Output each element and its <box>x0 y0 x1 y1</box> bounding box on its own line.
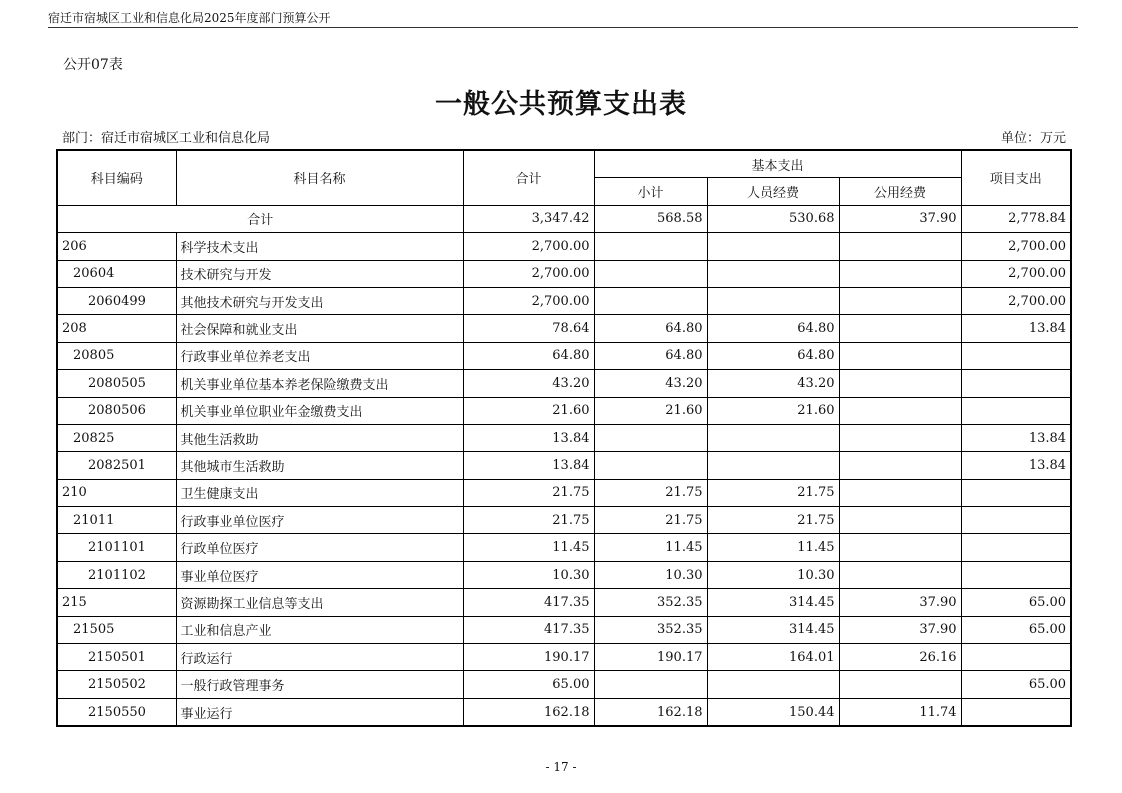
row-total: 64.80 <box>463 342 594 369</box>
row-total: 13.84 <box>463 452 594 479</box>
row-name: 工业和信息产业 <box>176 616 463 643</box>
row-subtotal: 21.60 <box>594 397 707 424</box>
row-project <box>961 370 1071 397</box>
row-code: 215 <box>57 589 176 616</box>
row-project <box>961 644 1071 671</box>
row-personnel: 43.20 <box>707 370 839 397</box>
row-subtotal: 43.20 <box>594 370 707 397</box>
row-public <box>839 233 961 260</box>
table-row <box>57 452 1071 479</box>
row-code: 2101101 <box>57 534 176 561</box>
total-row <box>57 205 1071 232</box>
row-subtotal <box>594 233 707 260</box>
row-personnel: 21.75 <box>707 479 839 506</box>
row-name: 科学技术支出 <box>176 233 463 260</box>
row-name: 行政事业单位养老支出 <box>176 342 463 369</box>
row-subtotal <box>594 260 707 287</box>
row-personnel: 314.45 <box>707 616 839 643</box>
row-code: 206 <box>57 233 176 260</box>
row-name: 社会保障和就业支出 <box>176 315 463 342</box>
row-public <box>839 342 961 369</box>
page-title: 一般公共预算支出表 <box>435 89 687 120</box>
row-personnel: 64.80 <box>707 315 839 342</box>
row-personnel <box>707 452 839 479</box>
row-name: 卫生健康支出 <box>176 479 463 506</box>
row-public <box>839 260 961 287</box>
row-project <box>961 479 1071 506</box>
row-name: 其他城市生活救助 <box>176 452 463 479</box>
row-code: 2082501 <box>57 452 176 479</box>
row-project: 13.84 <box>961 452 1071 479</box>
row-personnel: 314.45 <box>707 589 839 616</box>
row-code: 20604 <box>57 260 176 287</box>
row-code: 210 <box>57 479 176 506</box>
row-name: 事业运行 <box>176 698 463 726</box>
total-label: 合计 <box>57 205 463 232</box>
row-project <box>961 534 1071 561</box>
row-public <box>839 397 961 424</box>
row-name: 其他技术研究与开发支出 <box>176 287 463 314</box>
row-code: 21505 <box>57 616 176 643</box>
row-project: 2,700.00 <box>961 287 1071 314</box>
table-row <box>57 561 1071 588</box>
running-header: 宿迁市宿城区工业和信息化局2025年度部门预算公开 <box>48 11 331 25</box>
row-subtotal <box>594 671 707 698</box>
row-project: 65.00 <box>961 616 1071 643</box>
row-personnel: 150.44 <box>707 698 839 726</box>
table-row <box>57 424 1071 451</box>
row-name: 机关事业单位基本养老保险缴费支出 <box>176 370 463 397</box>
header-name: 科目名称 <box>176 150 463 205</box>
table-row <box>57 315 1071 342</box>
total-personnel: 530.68 <box>707 205 839 232</box>
row-public <box>839 424 961 451</box>
row-public <box>839 507 961 534</box>
row-personnel <box>707 233 839 260</box>
total-public: 37.90 <box>839 205 961 232</box>
row-public <box>839 479 961 506</box>
row-total: 65.00 <box>463 671 594 698</box>
header-project: 项目支出 <box>961 150 1071 205</box>
row-code: 20805 <box>57 342 176 369</box>
row-total: 78.64 <box>463 315 594 342</box>
table-row <box>57 698 1071 726</box>
table-row <box>57 507 1071 534</box>
row-public <box>839 534 961 561</box>
row-name: 其他生活救助 <box>176 424 463 451</box>
row-code: 21011 <box>57 507 176 534</box>
unit-label: 单位：万元 <box>1000 131 1066 146</box>
row-total: 13.84 <box>463 424 594 451</box>
row-code: 2080506 <box>57 397 176 424</box>
row-total: 417.35 <box>463 616 594 643</box>
header-basic: 基本支出 <box>594 150 961 178</box>
row-subtotal: 10.30 <box>594 561 707 588</box>
row-personnel: 164.01 <box>707 644 839 671</box>
row-subtotal: 190.17 <box>594 644 707 671</box>
row-subtotal: 21.75 <box>594 479 707 506</box>
row-personnel: 64.80 <box>707 342 839 369</box>
row-code: 2150501 <box>57 644 176 671</box>
row-total: 2,700.00 <box>463 287 594 314</box>
table-row <box>57 616 1071 643</box>
row-subtotal <box>594 287 707 314</box>
table-row <box>57 534 1071 561</box>
row-project <box>961 397 1071 424</box>
row-total: 162.18 <box>463 698 594 726</box>
row-subtotal <box>594 424 707 451</box>
row-total: 2,700.00 <box>463 233 594 260</box>
budget-table <box>56 149 1072 727</box>
row-project <box>961 507 1071 534</box>
row-project <box>961 561 1071 588</box>
table-row <box>57 479 1071 506</box>
header-subtotal: 小计 <box>594 178 707 205</box>
row-public: 26.16 <box>839 644 961 671</box>
row-total: 10.30 <box>463 561 594 588</box>
header-rule <box>48 27 1078 28</box>
row-name: 行政事业单位医疗 <box>176 507 463 534</box>
row-public: 37.90 <box>839 589 961 616</box>
row-subtotal: 64.80 <box>594 315 707 342</box>
row-name: 一般行政管理事务 <box>176 671 463 698</box>
header-public: 公用经费 <box>839 178 961 205</box>
row-total: 21.75 <box>463 479 594 506</box>
row-total: 190.17 <box>463 644 594 671</box>
row-personnel: 21.75 <box>707 507 839 534</box>
row-code: 2101102 <box>57 561 176 588</box>
header-code: 科目编码 <box>57 150 176 205</box>
row-code: 20825 <box>57 424 176 451</box>
row-subtotal: 64.80 <box>594 342 707 369</box>
row-name: 技术研究与开发 <box>176 260 463 287</box>
row-subtotal: 352.35 <box>594 616 707 643</box>
table-row <box>57 342 1071 369</box>
row-code: 208 <box>57 315 176 342</box>
row-total: 417.35 <box>463 589 594 616</box>
row-personnel: 10.30 <box>707 561 839 588</box>
row-personnel: 11.45 <box>707 534 839 561</box>
row-project: 13.84 <box>961 424 1071 451</box>
table-row <box>57 671 1071 698</box>
total-subtotal: 568.58 <box>594 205 707 232</box>
row-public <box>839 315 961 342</box>
department-label: 部门：宿迁市宿城区工业和信息化局 <box>62 131 271 146</box>
row-personnel <box>707 671 839 698</box>
row-public <box>839 671 961 698</box>
header-total: 合计 <box>463 150 594 205</box>
row-personnel <box>707 287 839 314</box>
table-row <box>57 233 1071 260</box>
header-personnel: 人员经费 <box>707 178 839 205</box>
row-subtotal: 21.75 <box>594 507 707 534</box>
table-number: 公开07表 <box>63 57 123 73</box>
row-public <box>839 561 961 588</box>
row-project: 2,700.00 <box>961 233 1071 260</box>
row-subtotal: 352.35 <box>594 589 707 616</box>
row-project: 65.00 <box>961 671 1071 698</box>
row-project: 2,700.00 <box>961 260 1071 287</box>
row-name: 行政运行 <box>176 644 463 671</box>
row-name: 资源勘探工业信息等支出 <box>176 589 463 616</box>
row-public: 11.74 <box>839 698 961 726</box>
table-row <box>57 644 1071 671</box>
row-public <box>839 452 961 479</box>
row-public <box>839 287 961 314</box>
row-name: 行政单位医疗 <box>176 534 463 561</box>
table-row <box>57 260 1071 287</box>
row-public <box>839 370 961 397</box>
row-name: 事业单位医疗 <box>176 561 463 588</box>
table-row <box>57 287 1071 314</box>
row-total: 21.60 <box>463 397 594 424</box>
row-code: 2080505 <box>57 370 176 397</box>
table-header-row <box>57 150 1071 178</box>
row-personnel <box>707 260 839 287</box>
table-row <box>57 370 1071 397</box>
table-row <box>57 397 1071 424</box>
row-project <box>961 342 1071 369</box>
row-personnel <box>707 424 839 451</box>
row-code: 2060499 <box>57 287 176 314</box>
row-code: 2150550 <box>57 698 176 726</box>
row-project <box>961 698 1071 726</box>
row-personnel: 21.60 <box>707 397 839 424</box>
row-subtotal: 162.18 <box>594 698 707 726</box>
row-total: 2,700.00 <box>463 260 594 287</box>
row-code: 2150502 <box>57 671 176 698</box>
row-name: 机关事业单位职业年金缴费支出 <box>176 397 463 424</box>
row-subtotal <box>594 452 707 479</box>
row-total: 21.75 <box>463 507 594 534</box>
total-project: 2,778.84 <box>961 205 1071 232</box>
row-project: 13.84 <box>961 315 1071 342</box>
row-total: 43.20 <box>463 370 594 397</box>
row-project: 65.00 <box>961 589 1071 616</box>
page-number: - 17 - <box>545 760 577 774</box>
row-public: 37.90 <box>839 616 961 643</box>
row-subtotal: 11.45 <box>594 534 707 561</box>
row-total: 11.45 <box>463 534 594 561</box>
total-total: 3,347.42 <box>463 205 594 232</box>
table-row <box>57 589 1071 616</box>
